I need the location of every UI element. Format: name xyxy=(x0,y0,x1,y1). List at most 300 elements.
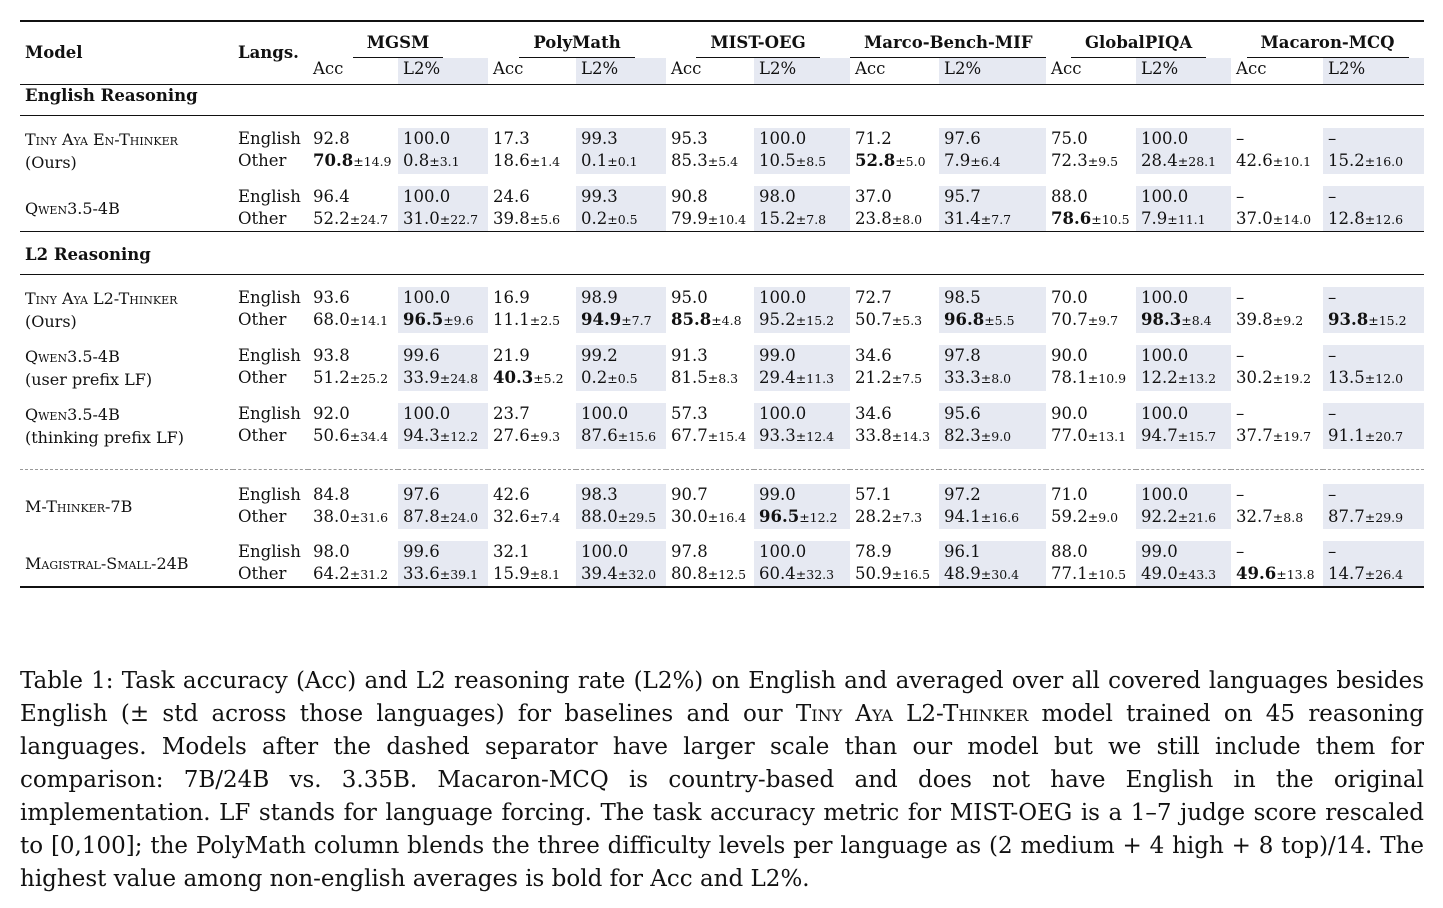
l2-cell xyxy=(576,484,666,506)
cell-value: 100.0 xyxy=(403,187,451,206)
acc-cell xyxy=(308,403,398,425)
l2-cell xyxy=(754,541,850,563)
lang-label: English xyxy=(238,129,301,148)
section-header-row xyxy=(20,244,1424,275)
cell-value: 98.9 xyxy=(581,288,618,307)
cell-std: ±9.5 xyxy=(1087,154,1119,170)
cell-value: 97.6 xyxy=(944,129,981,148)
cell-value: – xyxy=(1236,129,1245,148)
l2-cell xyxy=(1323,541,1424,563)
lang-label: English xyxy=(238,485,301,504)
acc-cell xyxy=(1231,403,1323,425)
cell-std: ±10.5 xyxy=(1091,212,1130,227)
cell-std: ±31.2 xyxy=(349,567,389,582)
cell-value: 21.9 xyxy=(493,346,530,365)
acc-cell xyxy=(1046,506,1136,529)
cell-value: 15.2 xyxy=(759,209,796,228)
l2-cell xyxy=(939,345,1046,367)
acc-cell xyxy=(1046,403,1136,425)
table-header xyxy=(20,21,1424,85)
benchmark-header xyxy=(666,21,850,58)
spacer-row xyxy=(20,333,1424,345)
model-note: (user prefix LF) xyxy=(25,370,153,389)
cell-value: 100.0 xyxy=(581,404,629,423)
l2-cell xyxy=(754,403,850,425)
lang-label: Other xyxy=(238,564,287,583)
cell-value: 33.3 xyxy=(944,368,981,388)
acc-cell xyxy=(1046,541,1136,563)
cell-std: ±8.5 xyxy=(795,154,827,170)
benchmark-name: PolyMath xyxy=(519,32,634,58)
cell-std: ±14.1 xyxy=(349,313,389,329)
cell-value: 99.3 xyxy=(581,187,618,206)
model-name-cell xyxy=(20,128,233,174)
cell-value: 94.1 xyxy=(944,507,981,526)
cell-value: 92.2 xyxy=(1141,507,1178,526)
cell-value: 91.1 xyxy=(1328,426,1365,446)
cell-value: 31.4 xyxy=(944,209,981,228)
cell-value: 51.2 xyxy=(313,368,350,388)
acc-cell xyxy=(488,208,576,232)
spacer-cell xyxy=(20,449,1424,470)
l2-subheader: L2% xyxy=(1136,58,1231,85)
cell-std: ±10.9 xyxy=(1087,371,1127,387)
cell-value: 78.6 xyxy=(1051,209,1092,228)
benchmark-header xyxy=(1231,21,1424,58)
l2-cell xyxy=(1136,425,1231,449)
cell-std: ±5.0 xyxy=(895,154,926,170)
cell-std: ±8.0 xyxy=(980,371,1012,387)
cell-std: ±5.5 xyxy=(984,313,1015,329)
cell-value: 99.6 xyxy=(403,346,440,365)
cell-value: 23.8 xyxy=(855,209,892,228)
cell-value: 98.0 xyxy=(759,187,796,206)
l2-cell xyxy=(1323,403,1424,425)
acc-cell xyxy=(1231,345,1323,367)
l2-cell xyxy=(939,287,1046,309)
acc-cell xyxy=(1046,287,1136,309)
cell-value: 0.1 xyxy=(581,151,608,171)
lang-label: English xyxy=(238,542,301,561)
cell-std: ±14.0 xyxy=(1272,212,1312,227)
cell-value: 37.0 xyxy=(1236,209,1273,228)
l2-cell xyxy=(576,563,666,587)
spacer-cell xyxy=(20,275,1424,288)
acc-cell xyxy=(850,186,939,208)
cell-value: 77.0 xyxy=(1051,426,1088,446)
l2-cell xyxy=(754,563,850,587)
spacer-row xyxy=(20,529,1424,541)
l2-cell xyxy=(1323,208,1424,232)
cell-value: 18.6 xyxy=(493,151,530,171)
cell-value: 92.0 xyxy=(313,404,350,423)
acc-cell xyxy=(666,541,754,563)
header-row-benchmarks xyxy=(20,21,1424,58)
l2-cell xyxy=(1136,208,1231,232)
acc-cell xyxy=(1231,309,1323,333)
cell-value: 100.0 xyxy=(1141,404,1189,423)
acc-cell xyxy=(488,367,576,391)
acc-subheader: Acc xyxy=(1051,59,1082,78)
acc-cell xyxy=(666,367,754,391)
cell-std: ±32.0 xyxy=(617,567,657,582)
dashed-separator xyxy=(20,449,1424,470)
cell-value: 85.8 xyxy=(671,310,712,330)
lang-label: Other xyxy=(238,368,287,388)
l2-cell xyxy=(1323,484,1424,506)
cell-std: ±39.1 xyxy=(439,567,479,582)
acc-cell xyxy=(308,425,398,449)
cell-std: ±21.6 xyxy=(1177,510,1217,525)
cell-std: ±24.0 xyxy=(439,510,479,525)
spacer-row xyxy=(20,232,1424,245)
cell-value: 97.8 xyxy=(944,346,981,365)
acc-subheader: Acc xyxy=(1236,59,1267,78)
cell-value: 98.0 xyxy=(313,542,350,561)
cell-value: 29.4 xyxy=(759,368,796,388)
cell-value: 32.6 xyxy=(493,507,530,526)
cell-std: ±34.4 xyxy=(349,429,389,445)
cell-value: – xyxy=(1236,404,1245,423)
cell-std: ±14.3 xyxy=(891,429,931,445)
cell-value: 93.8 xyxy=(313,346,350,365)
acc-cell xyxy=(308,150,398,174)
acc-cell xyxy=(1046,367,1136,391)
cell-value: – xyxy=(1236,346,1245,365)
acc-cell xyxy=(308,186,398,208)
cell-std: ±8.1 xyxy=(529,567,561,582)
cell-value: 99.0 xyxy=(759,346,796,365)
cell-value: 97.6 xyxy=(403,485,440,504)
cell-value: 95.6 xyxy=(944,404,981,423)
acc-cell xyxy=(1046,208,1136,232)
acc-cell xyxy=(850,287,939,309)
l2-cell xyxy=(754,186,850,208)
cell-value: 7.9 xyxy=(1141,209,1168,228)
l2-cell xyxy=(398,287,488,309)
table-row xyxy=(20,403,1424,425)
l2-cell xyxy=(398,208,488,232)
l2-cell xyxy=(1136,287,1231,309)
acc-cell xyxy=(1046,150,1136,174)
table-body xyxy=(20,85,1424,588)
cell-std: ±9.7 xyxy=(1087,313,1119,329)
l2-cell xyxy=(1136,541,1231,563)
lang-label: Other xyxy=(238,151,287,171)
cell-value: 98.3 xyxy=(1141,310,1182,330)
cell-value: 31.0 xyxy=(403,209,440,228)
acc-cell xyxy=(850,403,939,425)
cell-value: 95.7 xyxy=(944,187,981,206)
cell-value: 34.6 xyxy=(855,404,892,423)
l2-cell xyxy=(576,150,666,174)
cell-std: ±13.8 xyxy=(1276,567,1315,582)
l2-subheader: L2% xyxy=(939,58,1046,85)
cell-value: 37.0 xyxy=(855,187,892,206)
cell-std: ±12.6 xyxy=(1364,212,1404,227)
cell-std: ±9.6 xyxy=(443,313,474,329)
spacer-row xyxy=(20,391,1424,403)
cell-value: – xyxy=(1236,542,1245,561)
cell-value: 94.7 xyxy=(1141,426,1178,446)
l2-cell xyxy=(398,345,488,367)
cell-value: 0.8 xyxy=(403,151,430,171)
l2-cell xyxy=(939,563,1046,587)
acc-cell xyxy=(666,506,754,529)
cell-value: 93.8 xyxy=(1328,310,1369,330)
cell-value: 75.0 xyxy=(1051,129,1088,148)
spacer-cell xyxy=(20,529,1424,541)
model-name: Tiny Aya L2-Thinker xyxy=(25,289,178,308)
cell-value: 32.1 xyxy=(493,542,530,561)
l2-cell xyxy=(398,150,488,174)
cell-std: ±3.1 xyxy=(429,154,460,170)
l2-cell xyxy=(939,150,1046,174)
cell-value: – xyxy=(1236,485,1245,504)
l2-cell xyxy=(939,128,1046,150)
cell-value: 77.1 xyxy=(1051,564,1088,583)
benchmark-name: MIST-OEG xyxy=(696,32,819,58)
acc-cell xyxy=(1231,506,1323,529)
cell-value: 13.5 xyxy=(1328,368,1365,388)
benchmark-header xyxy=(850,21,1046,58)
cell-std: ±9.3 xyxy=(529,429,561,445)
l2-cell xyxy=(576,186,666,208)
benchmark-header xyxy=(488,21,666,58)
cell-value: 60.4 xyxy=(759,564,796,583)
cell-value: 48.9 xyxy=(944,564,981,583)
spacer-cell xyxy=(20,333,1424,345)
acc-cell xyxy=(308,287,398,309)
cell-value: 100.0 xyxy=(1141,485,1189,504)
l2-cell xyxy=(939,208,1046,232)
cell-std: ±13.1 xyxy=(1087,429,1127,445)
l2-cell xyxy=(1323,506,1424,529)
cell-value: 85.3 xyxy=(671,151,708,171)
cell-value: – xyxy=(1236,288,1245,307)
cell-std: ±25.2 xyxy=(349,371,389,387)
cell-std: ±12.2 xyxy=(799,510,838,525)
acc-cell xyxy=(308,309,398,333)
cell-std: ±4.8 xyxy=(711,313,742,329)
l2-cell xyxy=(1136,345,1231,367)
acc-cell xyxy=(1046,345,1136,367)
model-name-cell xyxy=(20,541,233,587)
acc-cell xyxy=(1231,208,1323,232)
l2-cell xyxy=(1136,484,1231,506)
cell-value: 96.5 xyxy=(759,507,800,526)
acc-cell xyxy=(488,563,576,587)
benchmark-name: GlobalPIQA xyxy=(1071,32,1206,58)
cell-value: 10.5 xyxy=(759,151,796,171)
model-name-cell xyxy=(20,186,233,232)
cell-value: 84.8 xyxy=(313,485,350,504)
spacer-cell xyxy=(20,174,1424,186)
cell-std: ±7.8 xyxy=(795,212,827,227)
cell-std: ±8.3 xyxy=(707,371,739,387)
cell-std: ±43.3 xyxy=(1177,567,1217,582)
acc-cell xyxy=(1231,563,1323,587)
cell-std: ±7.7 xyxy=(621,313,652,329)
l2-cell xyxy=(398,128,488,150)
acc-cell xyxy=(1046,309,1136,333)
acc-cell xyxy=(308,345,398,367)
cell-value: 92.8 xyxy=(313,129,350,148)
cell-value: 50.7 xyxy=(855,310,892,330)
acc-cell xyxy=(666,484,754,506)
caption-model-name: Tiny Aya L2-Thinker xyxy=(795,701,1029,727)
table-row xyxy=(20,484,1424,506)
lang-label: Other xyxy=(238,310,287,330)
l2-cell xyxy=(398,367,488,391)
cell-std: ±29.5 xyxy=(617,510,657,525)
cell-value: 98.5 xyxy=(944,288,981,307)
cell-std: ±5.6 xyxy=(529,212,561,227)
model-note: (Ours) xyxy=(25,153,77,172)
cell-value: 17.3 xyxy=(493,129,530,148)
model-note: (thinking prefix LF) xyxy=(25,428,184,447)
l2-cell xyxy=(1136,563,1231,587)
cell-value: 34.6 xyxy=(855,346,892,365)
cell-value: – xyxy=(1236,187,1245,206)
cell-std: ±7.5 xyxy=(891,371,923,387)
acc-subheader: Acc xyxy=(313,59,344,78)
cell-value: 95.0 xyxy=(671,288,708,307)
acc-cell xyxy=(666,403,754,425)
cell-std: ±0.5 xyxy=(607,371,638,387)
acc-cell xyxy=(488,425,576,449)
cell-value: 30.0 xyxy=(671,507,708,526)
cell-value: 96.4 xyxy=(313,187,350,206)
cell-value: – xyxy=(1328,485,1337,504)
acc-cell xyxy=(666,150,754,174)
cell-value: 95.3 xyxy=(671,129,708,148)
cell-std: ±9.0 xyxy=(1087,510,1119,525)
cell-value: 52.2 xyxy=(313,209,350,228)
acc-cell xyxy=(1231,484,1323,506)
spacer-cell xyxy=(20,232,1424,245)
l2-cell xyxy=(1136,128,1231,150)
l2-cell xyxy=(398,484,488,506)
acc-subheader: Acc xyxy=(493,59,524,78)
cell-value: 96.1 xyxy=(944,542,981,561)
cell-value: 70.7 xyxy=(1051,310,1088,330)
cell-std: ±19.2 xyxy=(1272,371,1312,387)
acc-cell xyxy=(1231,367,1323,391)
cell-std: ±7.3 xyxy=(891,510,923,525)
l2-cell xyxy=(754,208,850,232)
cell-value: 87.6 xyxy=(581,426,618,446)
cell-value: 32.7 xyxy=(1236,507,1273,526)
cell-std: ±24.8 xyxy=(439,371,479,387)
cell-value: 99.0 xyxy=(759,485,796,504)
cell-std: ±11.1 xyxy=(1167,212,1206,227)
cell-std: ±24.7 xyxy=(349,212,389,227)
acc-subheader: Acc xyxy=(671,59,702,78)
model-name: Qwen3.5-4B xyxy=(25,199,120,218)
cell-value: 28.2 xyxy=(855,507,892,526)
lang-label: English xyxy=(238,346,301,365)
acc-cell xyxy=(666,186,754,208)
l2-cell xyxy=(1323,425,1424,449)
cell-std: ±6.4 xyxy=(970,154,1001,170)
table-row xyxy=(20,128,1424,150)
cell-value: 15.2 xyxy=(1328,151,1365,171)
table-row xyxy=(20,345,1424,367)
cell-value: 71.2 xyxy=(855,129,892,148)
spacer-row xyxy=(20,116,1424,129)
spacer-cell xyxy=(20,470,1424,485)
cell-std: ±15.2 xyxy=(1368,313,1407,329)
acc-cell xyxy=(488,345,576,367)
cell-value: 23.7 xyxy=(493,404,530,423)
l2-cell xyxy=(754,484,850,506)
benchmark-name: MGSM xyxy=(353,32,444,58)
cell-value: 70.0 xyxy=(1051,288,1088,307)
acc-cell xyxy=(666,208,754,232)
l2-cell xyxy=(939,425,1046,449)
cell-value: 94.3 xyxy=(403,426,440,446)
acc-cell xyxy=(308,208,398,232)
cell-value: 88.0 xyxy=(581,507,618,526)
acc-cell xyxy=(666,128,754,150)
cell-value: 96.5 xyxy=(403,310,444,330)
cell-value: 30.2 xyxy=(1236,368,1273,388)
l2-cell xyxy=(754,287,850,309)
acc-cell xyxy=(488,309,576,333)
cell-value: 72.7 xyxy=(855,288,892,307)
acc-cell xyxy=(488,506,576,529)
caption-text: Table 1: Task accuracy (Acc) and L2 reasoning rate (L2%) on English and averaged over all covered languages besides English (± std across those languages) for baselines and our xyxy=(20,668,1424,727)
cell-value: 39.8 xyxy=(1236,310,1273,330)
cell-value: 50.6 xyxy=(313,426,350,446)
l2-cell xyxy=(1136,367,1231,391)
acc-cell xyxy=(308,563,398,587)
cell-std: ±32.3 xyxy=(795,567,835,582)
cell-value: 79.9 xyxy=(671,209,708,228)
acc-cell xyxy=(850,345,939,367)
acc-cell xyxy=(666,425,754,449)
l2-cell xyxy=(939,367,1046,391)
l2-cell xyxy=(576,403,666,425)
cell-value: 90.0 xyxy=(1051,404,1088,423)
model-column-header: Model xyxy=(25,43,83,62)
acc-subheader: Acc xyxy=(855,59,886,78)
cell-value: 100.0 xyxy=(1141,346,1189,365)
lang-label: English xyxy=(238,288,301,307)
cell-value: 0.2 xyxy=(581,368,608,388)
cell-value: – xyxy=(1328,346,1337,365)
cell-std: ±11.3 xyxy=(795,371,835,387)
cell-value: 94.9 xyxy=(581,310,622,330)
acc-cell xyxy=(666,563,754,587)
acc-cell xyxy=(308,128,398,150)
cell-value: 42.6 xyxy=(1236,151,1273,171)
cell-std: ±16.6 xyxy=(980,510,1020,525)
acc-cell xyxy=(1231,186,1323,208)
cell-value: 0.2 xyxy=(581,209,608,228)
cell-std: ±20.7 xyxy=(1364,429,1404,445)
cell-std: ±14.9 xyxy=(353,154,392,170)
cell-std: ±8.4 xyxy=(1181,313,1212,329)
acc-cell xyxy=(488,186,576,208)
cell-value: 100.0 xyxy=(1141,288,1189,307)
cell-value: 21.2 xyxy=(855,368,892,388)
l2-cell xyxy=(1323,128,1424,150)
acc-cell xyxy=(488,287,576,309)
cell-value: – xyxy=(1328,129,1337,148)
cell-value: 100.0 xyxy=(759,129,807,148)
